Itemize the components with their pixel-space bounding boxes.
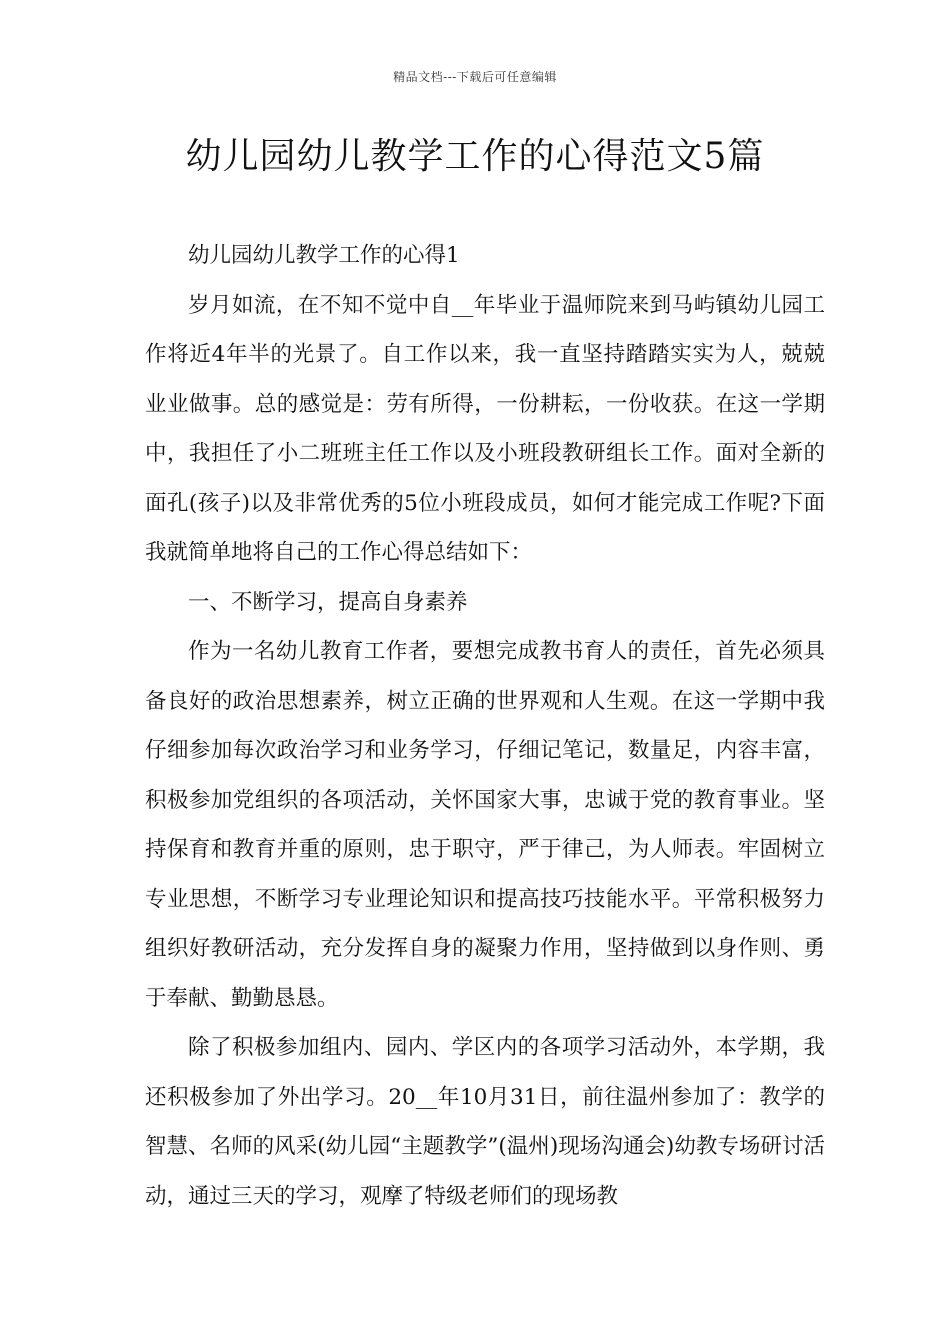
section-heading: 幼儿园幼儿教学工作的心得1 xyxy=(188,243,460,268)
paragraph: 岁月如流，在不知不觉中自__年毕业于温师院来到马屿镇幼儿园工作将近4年半的光景了。自工作以来，我一直坚持踏踏实实为人，兢兢业业做事。总的感觉是：劳有所得，一份耕耘，一份收获。在这一学期中，我担任了小二班班主任工作以及小班段教研组长工作。面对全新的面孔(孩子)以及非常优秀的5位小班段成员，如何才能完成工作呢?下面我就简单地将自己的工作心得总结如下： xyxy=(145,292,825,565)
paragraph: 除了积极参加组内、园内、学区内的各项学习活动外，本学期，我还积极参加了外出学习。20__年10月31日，前往温州参加了：教学的智慧、名师的风采(幼儿园“主题教学”(温州)现场沟通会)幼教专场研讨活动，通过三天的学习，观摩了特级老师们的现场教 xyxy=(145,1035,825,1209)
header-note: 精品文档---下载后可任意编辑 xyxy=(393,70,557,84)
document-body xyxy=(145,231,825,1221)
paragraph: 作为一名幼儿教育工作者，要想完成教书育人的责任，首先必须具备良好的政治思想素养，树立正确的世界观和人生观。在这一学期中我仔细参加每次政治学习和业务学习，仔细记笔记，数量足，内容丰富，积极参加党组织的各项活动，关怀国家大事，忠诚于党的教育事业。坚持保育和教育并重的原则，忠于职守，严于律己，为人师表。牢固树立专业思想，不断学习专业理论知识和提高技巧技能水平。平常积极努力组织好教研活动，充分发挥自身的凝聚力作用，坚持做到以身作则、勇于奉献、勤勤恳恳。 xyxy=(145,639,825,1011)
section-heading: 一、不断学习，提高自身素养 xyxy=(188,589,468,615)
document-title: 幼儿园幼儿教学工作的心得范文5篇 xyxy=(185,136,765,177)
